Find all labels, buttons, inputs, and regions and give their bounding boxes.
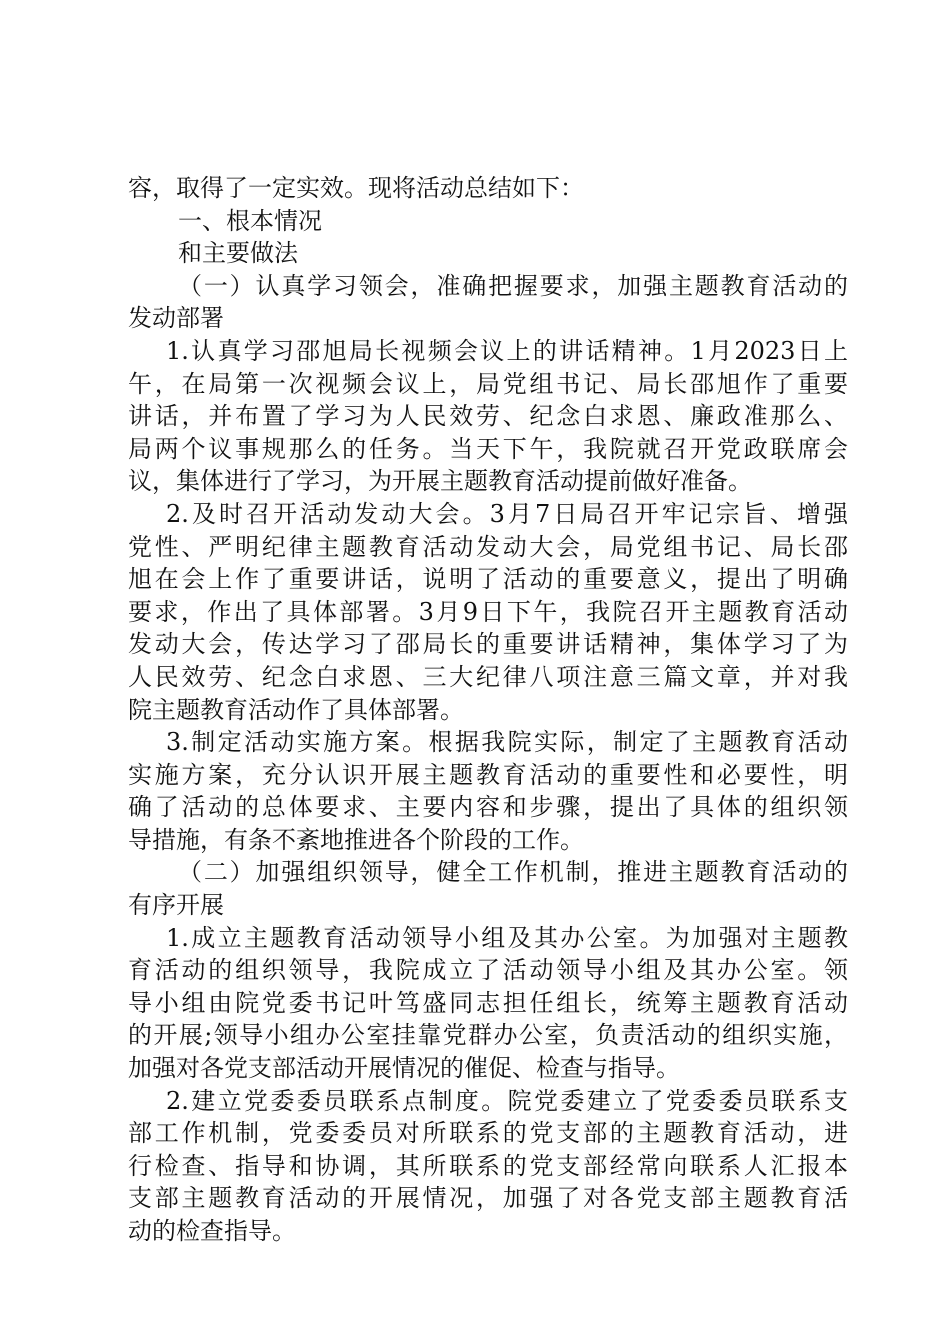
- text-line: 导小组由院党委书记叶笃盛同志担任组长，统筹主题教育活动: [128, 988, 848, 1017]
- text-line: 人民效劳、纪念白求恩、三大纪律八项注意三篇文章，并对我: [128, 662, 848, 691]
- text-line: 局两个议事规那么的任务。当天下午，我院就召开党政联席会: [128, 434, 848, 463]
- text-line: 动的检查指导。: [128, 1217, 296, 1245]
- text-line: 要求，作出了具体部署。3月9日下午，我院召开主题教育活动: [128, 597, 848, 626]
- text-line: 育活动的组织领导，我院成立了活动领导小组及其办公室。领: [128, 956, 848, 985]
- text-line: 导措施，有条不紊地推进各个阶段的工作。: [128, 825, 584, 854]
- text-line: 部工作机制，党委委员对所联系的党支部的主题教育活动，进: [128, 1119, 848, 1148]
- section-heading: 一、根本情况: [178, 206, 322, 235]
- subsection-heading: 有序开展: [128, 891, 224, 920]
- text-line: 讲话，并布置了学习为人民效劳、纪念白求恩、廉政准那么、: [128, 402, 848, 431]
- text-line: 容，取得了一定实效。现将活动总结如下：: [128, 174, 584, 202]
- text-line: 议，集体进行了学习，为开展主题教育活动提前做好准备。: [128, 467, 752, 496]
- text-line: 加强对各党支部活动开展情况的催促、检查与指导。: [128, 1054, 680, 1083]
- subsection-heading: 发动部署: [128, 304, 224, 333]
- section-heading: 和主要做法: [178, 239, 298, 268]
- text-line: 确了活动的总体要求、主要内容和步骤，提出了具体的组织领: [128, 793, 848, 822]
- text-line: 1.成立主题教育活动领导小组及其办公室。为加强对主题教: [166, 923, 848, 952]
- text-line: 旭在会上作了重要讲话，说明了活动的重要意义，提出了明确: [128, 565, 848, 594]
- text-line: 2.及时召开活动发动大会。3月7日局召开牢记宗旨、增强: [166, 499, 848, 528]
- text-line: 2.建立党委委员联系点制度。院党委建立了党委委员联系支: [166, 1086, 848, 1115]
- subsection-heading: （一）认真学习领会，准确把握要求，加强主题教育活动的: [178, 271, 848, 300]
- text-line: 发动大会，传达学习了邵局长的重要讲话精神，集体学习了为: [128, 630, 848, 659]
- text-line: 党性、严明纪律主题教育活动发动大会，局党组书记、局长邵: [128, 532, 848, 561]
- text-line: 支部主题教育活动的开展情况，加强了对各党支部主题教育活: [128, 1184, 848, 1213]
- document-body: [128, 172, 848, 1248]
- text-line: 午，在局第一次视频会议上，局党组书记、局长邵旭作了重要: [128, 369, 848, 398]
- subsection-heading: （二）加强组织领导，健全工作机制，推进主题教育活动的: [178, 858, 848, 887]
- text-line: 行检查、指导和协调，其所联系的党支部经常向联系人汇报本: [128, 1151, 848, 1180]
- text-line: 1.认真学习邵旭局长视频会议上的讲话精神。1月2023日上: [166, 336, 848, 365]
- text-line: 3.制定活动实施方案。根据我院实际，制定了主题教育活动: [166, 728, 848, 757]
- text-line: 院主题教育活动作了具体部署。: [128, 695, 464, 724]
- text-line: 的开展;领导小组办公室挂靠党群办公室，负责活动的组织实施，: [128, 1021, 848, 1050]
- text-line: 实施方案，充分认识开展主题教育活动的重要性和必要性，明: [128, 760, 848, 789]
